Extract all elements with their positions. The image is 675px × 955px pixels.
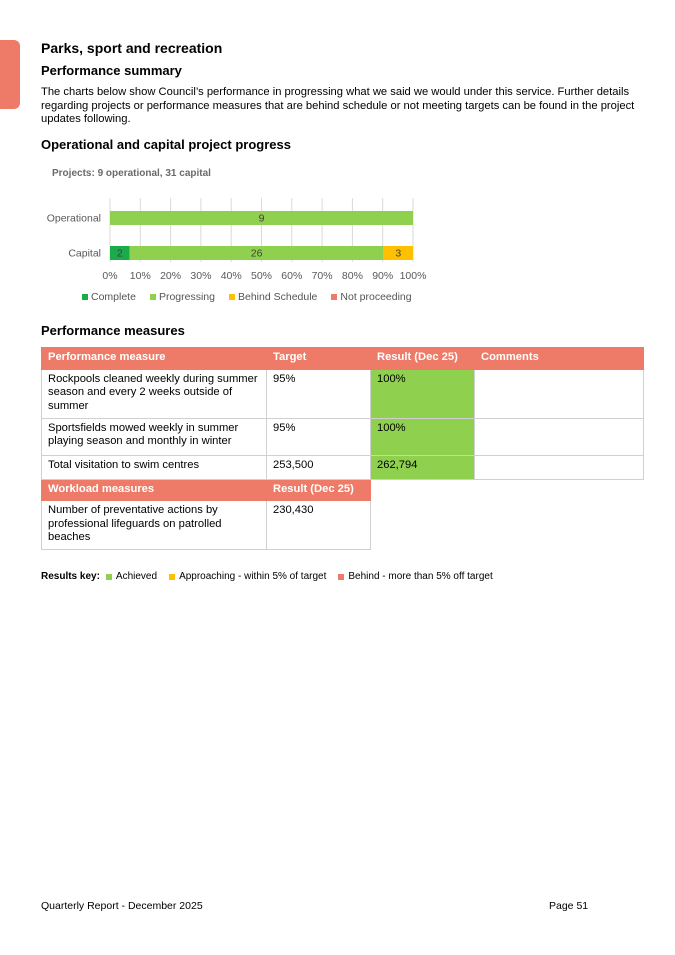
target-cell: 95%: [267, 369, 371, 418]
results-key-label: Results key:: [41, 571, 100, 582]
workload-header-row: [42, 479, 644, 501]
comments-cell: [475, 369, 644, 418]
legend-item: [229, 291, 317, 303]
footer-page-number: Page 51: [549, 900, 589, 912]
legend-swatch: [82, 294, 88, 300]
data-label: 26: [250, 247, 263, 260]
legend-swatch: [150, 294, 156, 300]
category-label: Capital: [68, 247, 101, 260]
header-workload-measures: Workload measures: [42, 479, 267, 501]
header-comments: Comments: [475, 348, 644, 370]
measure-cell: Total visitation to swim centres: [42, 455, 267, 479]
summary-text: The charts below show Council’s performance in progressing what we said we would under this service. Further details regarding projects or performance measures that are behind schedule or not meeting targets can be found in the project updates following.: [41, 86, 635, 125]
legend-label: Not proceeding: [340, 291, 412, 303]
workload-row: [42, 501, 644, 550]
achieved-swatch: [106, 574, 112, 580]
data-label: 3: [395, 247, 402, 260]
target-cell: 253,500: [267, 455, 371, 479]
comments-cell: [475, 418, 644, 455]
measure-cell: Rockpools cleaned weekly during summer season and every 2 weeks outside of summer: [42, 369, 267, 418]
section-tab-marker: [0, 40, 20, 109]
legend-item: [150, 291, 215, 303]
footer-report-title: Quarterly Report - December 2025: [41, 900, 203, 912]
x-tick-label: 30%: [190, 270, 212, 282]
legend-label: Behind Schedule: [237, 291, 318, 303]
section-title: Parks, sport and recreation: [41, 40, 223, 56]
table-row: [42, 455, 644, 479]
x-tick-label: 60%: [281, 270, 303, 282]
summary-heading: Performance summary: [41, 63, 182, 78]
header-result: Result (Dec 25): [371, 348, 475, 370]
measures-heading: Performance measures: [41, 323, 185, 338]
table-row: [42, 369, 644, 418]
results-key: [41, 571, 499, 582]
x-tick-label: 10%: [129, 270, 151, 282]
result-cell: 100%: [371, 369, 475, 418]
results-key-approaching: Approaching - within 5% of target: [169, 571, 326, 582]
project-progress-chart: [30, 190, 450, 288]
result-cell: 262,794: [371, 455, 475, 479]
measure-cell: Sportsfields mowed weekly in summer playing season and monthly in winter: [42, 418, 267, 455]
workload-measure-cell: Number of preventative actions by professional lifeguards on patrolled beaches: [42, 501, 267, 550]
target-cell: 95%: [267, 418, 371, 455]
x-tick-label: 100%: [399, 270, 427, 282]
header-target: Target: [267, 348, 371, 370]
data-label: 9: [258, 212, 265, 225]
chart-legend: [82, 291, 412, 303]
x-tick-label: 90%: [372, 270, 394, 282]
legend-label: Progressing: [158, 291, 215, 303]
results-key-behind: Behind - more than 5% off target: [338, 571, 492, 582]
result-cell: 100%: [371, 418, 475, 455]
header-workload-result: Result (Dec 25): [267, 479, 371, 501]
behind-swatch: [338, 574, 344, 580]
legend-swatch: [229, 294, 235, 300]
workload-result-cell: 230,430: [267, 501, 371, 550]
performance-measures-table: [41, 347, 644, 550]
chart-title: Projects: 9 operational, 31 capital: [52, 168, 211, 179]
x-tick-label: 20%: [160, 270, 182, 282]
data-label: 2: [116, 247, 123, 260]
x-tick-label: 50%: [250, 270, 273, 282]
category-label: Operational: [46, 212, 101, 225]
table-row: [42, 418, 644, 455]
legend-item: [82, 291, 136, 303]
x-tick-label: 80%: [341, 270, 363, 282]
x-tick-label: 70%: [311, 270, 333, 282]
x-tick-label: 0%: [102, 270, 118, 282]
x-tick-label: 40%: [220, 270, 242, 282]
header-performance-measure: Performance measure: [42, 348, 267, 370]
approaching-swatch: [169, 574, 175, 580]
legend-label: Complete: [91, 291, 136, 303]
legend-item: [331, 291, 411, 303]
results-key-achieved: Achieved: [106, 571, 157, 582]
progress-heading: Operational and capital project progress: [41, 137, 291, 152]
comments-cell: [475, 455, 644, 479]
legend-swatch: [331, 294, 337, 300]
table-header-row: [42, 348, 644, 370]
